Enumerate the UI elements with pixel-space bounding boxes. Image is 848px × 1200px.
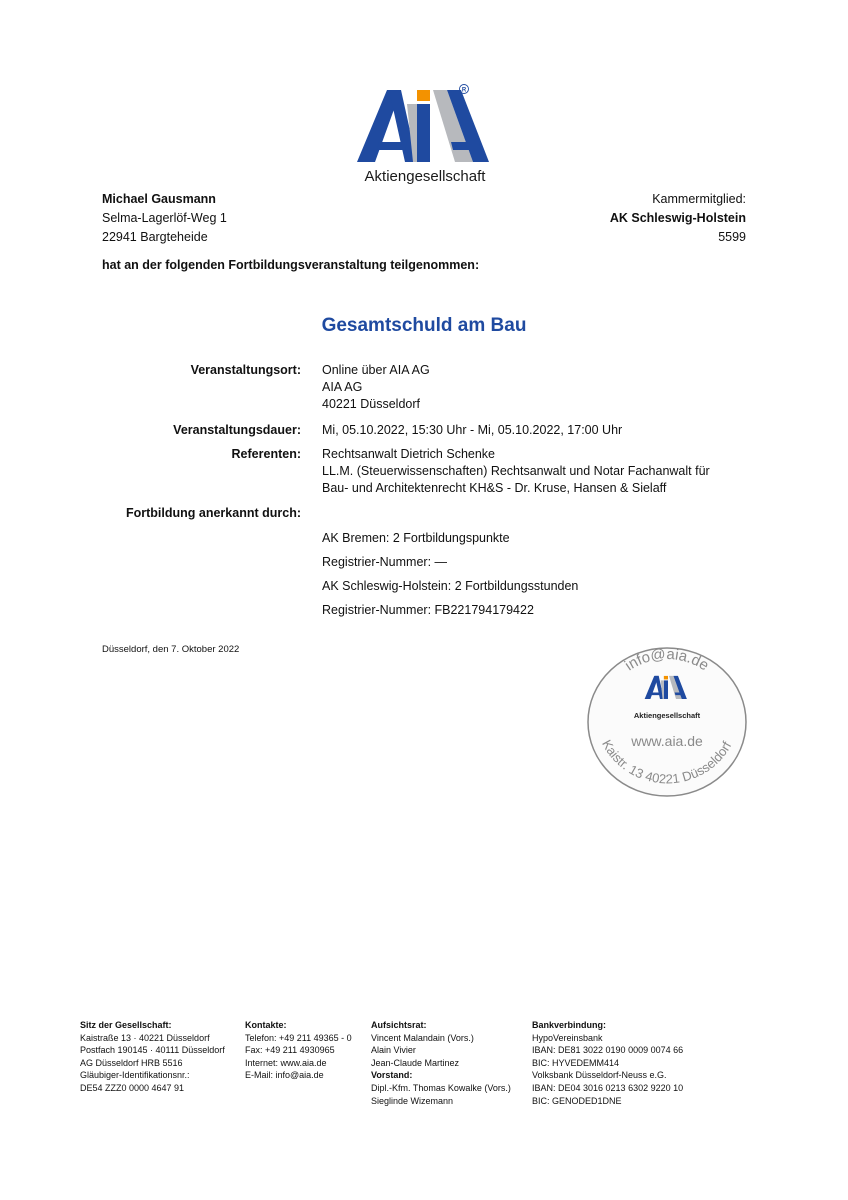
footer-line: BIC: HYVEDEMM414: [532, 1057, 620, 1068]
recognition-item: AK Schleswig-Holstein: 2 Fortbildungsstunden: [322, 579, 579, 593]
footer-line: Fax: +49 211 4930965: [245, 1045, 335, 1056]
course-title: Gesamtschuld am Bau: [321, 315, 527, 336]
footer-line: Alain Vivier: [371, 1045, 416, 1056]
location-value: [322, 362, 430, 413]
footer-heading: Kontakte:: [245, 1020, 287, 1030]
membership-number: 5599: [718, 230, 746, 244]
footer-line: HypoVereinsbank: [532, 1032, 603, 1043]
footer-seat: [80, 1019, 225, 1095]
speakers-label: Referenten:: [231, 447, 301, 461]
footer-heading: Vorstand:: [371, 1070, 413, 1081]
footer-line: E-Mail: info@aia.de: [245, 1070, 324, 1081]
logo-caption: Aktiengesellschaft: [364, 168, 486, 185]
footer-contacts: [245, 1019, 352, 1082]
footer-bank: [532, 1019, 683, 1107]
recognition-item: Registrier-Nummer: FB221794179422: [322, 603, 534, 617]
recognition-item: AK Bremen: 2 Fortbildungspunkte: [322, 531, 510, 545]
footer-line: IBAN: DE81 3022 0190 0009 0074 66: [532, 1045, 684, 1056]
footer-line: Postfach 190145 · 40111 Düsseldorf: [80, 1045, 225, 1056]
recognition-item: Registrier-Nummer: —: [322, 555, 448, 569]
footer-heading: Bankverbindung:: [532, 1020, 607, 1030]
svg-text:R: R: [461, 87, 467, 94]
footer-board: [371, 1019, 511, 1107]
stamp-web: www.aia.de: [631, 733, 703, 749]
footer-line: Gläubiger-Identifikationsnr.:: [80, 1070, 190, 1081]
speaker-line: Bau- und Architektenrecht KH&S - Dr. Kruse, Hansen & Sielaff: [322, 481, 667, 495]
recipient-city: 22941 Bargteheide: [102, 230, 208, 244]
recipient-address: [102, 190, 227, 247]
speakers-value: [322, 446, 710, 497]
footer-line: Dipl.-Kfm. Thomas Kowalke (Vors.): [371, 1082, 511, 1093]
membership-label: Kammermitglied:: [652, 192, 746, 206]
location-line: AIA AG: [322, 380, 363, 394]
footer-line: Jean-Claude Martinez: [371, 1057, 460, 1068]
footer-line: Sieglinde Wizemann: [371, 1095, 454, 1106]
stamp-caption: Aktiengesellschaft: [633, 711, 701, 720]
footer-line: AG Düsseldorf HRB 5516: [80, 1057, 183, 1068]
footer-line: Telefon: +49 211 49365 - 0: [245, 1032, 352, 1043]
recipient-name: Michael Gausmann: [102, 192, 216, 206]
speaker-line: LL.M. (Steuerwissenschaften) Rechtsanwalt und Notar Fachanwalt für: [322, 464, 710, 478]
stamp-address: Kaistr. 13 40221 Düsseldorf: [599, 737, 735, 787]
location-line: 40221 Düsseldorf: [322, 397, 420, 411]
footer-line: Kaistraße 13 · 40221 Düsseldorf: [80, 1032, 210, 1043]
company-stamp: [586, 646, 748, 798]
footer-heading: Aufsichtsrat:: [371, 1020, 427, 1030]
place-date: Düsseldorf, den 7. Oktober 2022: [102, 644, 240, 655]
location-line: Online über AIA AG: [322, 363, 430, 377]
duration-value: Mi, 05.10.2022, 15:30 Uhr - Mi, 05.10.2022, 17:00 Uhr: [322, 423, 623, 437]
stamp-email: info@aia.de: [621, 646, 712, 675]
footer-heading: Sitz der Gesellschaft:: [80, 1020, 172, 1030]
intro-text: hat an der folgenden Fortbildungsveranstaltung teilgenommen:: [102, 258, 480, 272]
membership-chamber: AK Schleswig-Holstein: [609, 211, 746, 225]
location-label: Veranstaltungsort:: [190, 363, 301, 377]
recipient-street: Selma-Lagerlöf-Weg 1: [102, 211, 227, 225]
footer-line: Internet: www.aia.de: [245, 1057, 327, 1068]
speaker-line: Rechtsanwalt Dietrich Schenke: [322, 447, 495, 461]
footer-line: Volksbank Düsseldorf-Neuss e.G.: [532, 1070, 667, 1081]
footer-line: Vincent Malandain (Vors.): [371, 1032, 474, 1043]
footer-line: IBAN: DE04 3016 0213 6302 9220 10: [532, 1082, 684, 1093]
footer-line: BIC: GENODED1DNE: [532, 1095, 622, 1106]
footer-line: DE54 ZZZ0 0000 4647 91: [80, 1082, 185, 1093]
membership-block: [610, 190, 746, 247]
duration-label: Veranstaltungsdauer:: [173, 423, 301, 437]
recognized-label: Fortbildung anerkannt durch:: [126, 506, 301, 520]
